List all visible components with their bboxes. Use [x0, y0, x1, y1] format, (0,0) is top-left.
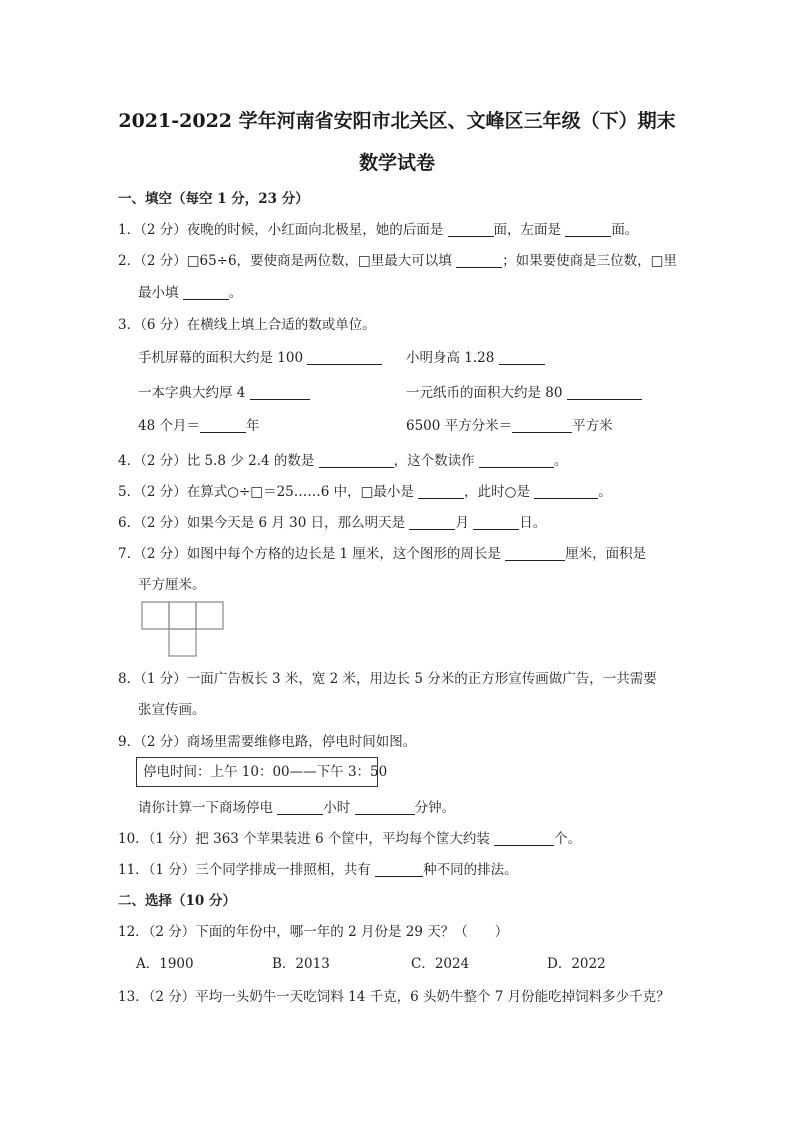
- answer-blank: [479, 453, 554, 468]
- q1-text-a: 1．（2 分）夜晚的时候，小红面向北极星，她的后面是: [118, 222, 448, 238]
- answer-blank: [250, 385, 310, 400]
- q3-r3a-text: 48 个月＝: [138, 418, 200, 434]
- answer-blank: [375, 862, 423, 877]
- question-13: 13．（2 分）平均一头奶牛一天吃饲料 14 千克，6 头奶牛整个 7 月份能吃掉饲料多少千克？: [118, 989, 670, 1005]
- answer-blank: [448, 222, 494, 237]
- q5-text-a: 5．（2 分）在算式○÷□＝25……6 中，□最小是: [118, 484, 419, 500]
- answer-blank: [565, 222, 611, 237]
- section-heading-choice: 二、选择（10 分）: [118, 893, 236, 909]
- answer-blank: [355, 800, 415, 815]
- q11-text-a: 11．（1 分）三个同学排成一排照相，共有: [118, 862, 376, 878]
- answer-blank: [473, 515, 519, 530]
- q2-text-c: 最小填: [138, 285, 183, 301]
- q3-r2a-text: 一本字典大约厚 4: [138, 385, 250, 401]
- q7-text-a: 7．（2 分）如图中每个方格的边长是 1 厘米，这个图形的周长是: [118, 546, 506, 562]
- q12-option-d[interactable]: D．2022: [547, 956, 606, 972]
- power-outage-notice: 停电时间：上午 10：00——下午 3：50: [136, 757, 378, 787]
- question-7: [118, 542, 646, 562]
- answer-blank: [499, 350, 545, 365]
- grid-square: [169, 602, 196, 629]
- q3-r3b-text: 6500 平方分米＝: [406, 418, 513, 434]
- answer-blank: [200, 418, 246, 433]
- answer-blank: [505, 546, 565, 561]
- grid-square: [196, 602, 223, 629]
- q9-text-d: 分钟。: [414, 800, 456, 816]
- q2-text-b: ；如果要使商是三位数，□里: [502, 253, 677, 269]
- answer-blank: [409, 515, 455, 530]
- question-4: [118, 449, 567, 469]
- grid-figure: [141, 601, 225, 659]
- q3-row1-left: [138, 346, 382, 366]
- q12-option-b[interactable]: B．2013: [272, 956, 330, 972]
- answer-blank: [512, 418, 572, 433]
- q4-text-a: 4．（2 分）比 5.8 少 2.4 的数是: [118, 453, 319, 469]
- q3-r1a-text: 手机屏幕的面积大约是 100: [138, 350, 308, 366]
- q11-text-b: 种不同的排法。: [423, 862, 518, 878]
- q9-text-c: 小时: [323, 800, 355, 816]
- question-11: [118, 858, 518, 878]
- question-10: [118, 827, 581, 847]
- q2-text-d: 。: [228, 285, 243, 301]
- question-2-cont: [138, 281, 242, 301]
- answer-blank: [277, 800, 323, 815]
- question-3: 3．（6 分）在横线上填上合适的数或单位。: [118, 317, 376, 333]
- q6-text-a: 6．（2 分）如果今天是 6 月 30 日，那么明天是: [118, 515, 410, 531]
- answer-blank: [183, 285, 229, 300]
- question-12: 12．（2 分）下面的年份中，哪一年的 2 月份是 29 天？（ ）: [118, 924, 509, 940]
- q3-r1b-text: 小明身高 1.28: [406, 350, 499, 366]
- question-7-cont: 平方厘米。: [138, 577, 206, 593]
- q12-option-c[interactable]: C．2024: [411, 956, 470, 972]
- q3-row2-right: [406, 381, 642, 401]
- q9-text-b: 请你计算一下商场停电: [138, 800, 278, 816]
- q3-row1-right: [406, 346, 545, 366]
- answer-blank: [567, 385, 642, 400]
- q3-row2-left: [138, 381, 310, 401]
- answer-blank: [456, 253, 502, 268]
- q6-text-b: 月: [455, 515, 474, 531]
- answer-blank: [534, 484, 598, 499]
- question-6: [118, 511, 546, 531]
- grid-square: [169, 629, 196, 656]
- answer-blank: [319, 453, 394, 468]
- question-8: 8．（1 分）一面广告板长 3 米，宽 2 米，用边长 5 分米的正方形宣传画做广告，一共需要: [118, 671, 657, 687]
- q1-text-c: 面。: [611, 222, 639, 238]
- q4-text-c: 。: [553, 453, 568, 469]
- q1-text-b: 面，左面是: [493, 222, 566, 238]
- q7-text-b: 厘米，面积是: [565, 546, 647, 562]
- q3-r3a2-text: 年: [245, 418, 260, 434]
- q6-text-c: 日。: [519, 515, 547, 531]
- exam-title-line1: 2021-2022 学年河南省安阳市北关区、文峰区三年级（下）期末: [118, 110, 676, 132]
- q10-text-b: 个。: [554, 831, 582, 847]
- q5-text-c: 。: [598, 484, 612, 500]
- answer-blank: [307, 350, 382, 365]
- q4-text-b: ，这个数读作: [393, 453, 479, 469]
- section-heading-fill-blank: 一、填空（每空 1 分，23 分）: [118, 191, 309, 207]
- question-5: [118, 480, 612, 500]
- q3-row3-right: [406, 414, 613, 434]
- question-2: [118, 249, 677, 269]
- q2-text-a: 2．（2 分）□65÷6，要使商是两位数，□里最大可以填: [118, 253, 457, 269]
- q5-text-b: ，此时○是: [464, 484, 535, 500]
- exam-title-line2: 数学试卷: [358, 152, 435, 174]
- answer-blank: [418, 484, 464, 499]
- q3-r3b2-text: 平方米: [572, 418, 613, 434]
- question-1: [118, 218, 638, 238]
- q3-row3-left: [138, 414, 259, 434]
- q12-option-a[interactable]: A．1900: [136, 956, 194, 972]
- grid-square: [142, 602, 169, 629]
- q10-text-a: 10．（1 分）把 363 个苹果装进 6 个筐中，平均每个筐大约装: [118, 831, 495, 847]
- answer-blank: [494, 831, 554, 846]
- question-8-cont: 张宣传画。: [138, 702, 206, 718]
- q3-r2b-text: 一元纸币的面积大约是 80: [406, 385, 567, 401]
- question-9: 9．（2 分）商场里需要维修电路，停电时间如图。: [118, 734, 417, 750]
- question-9-cont: [138, 796, 455, 816]
